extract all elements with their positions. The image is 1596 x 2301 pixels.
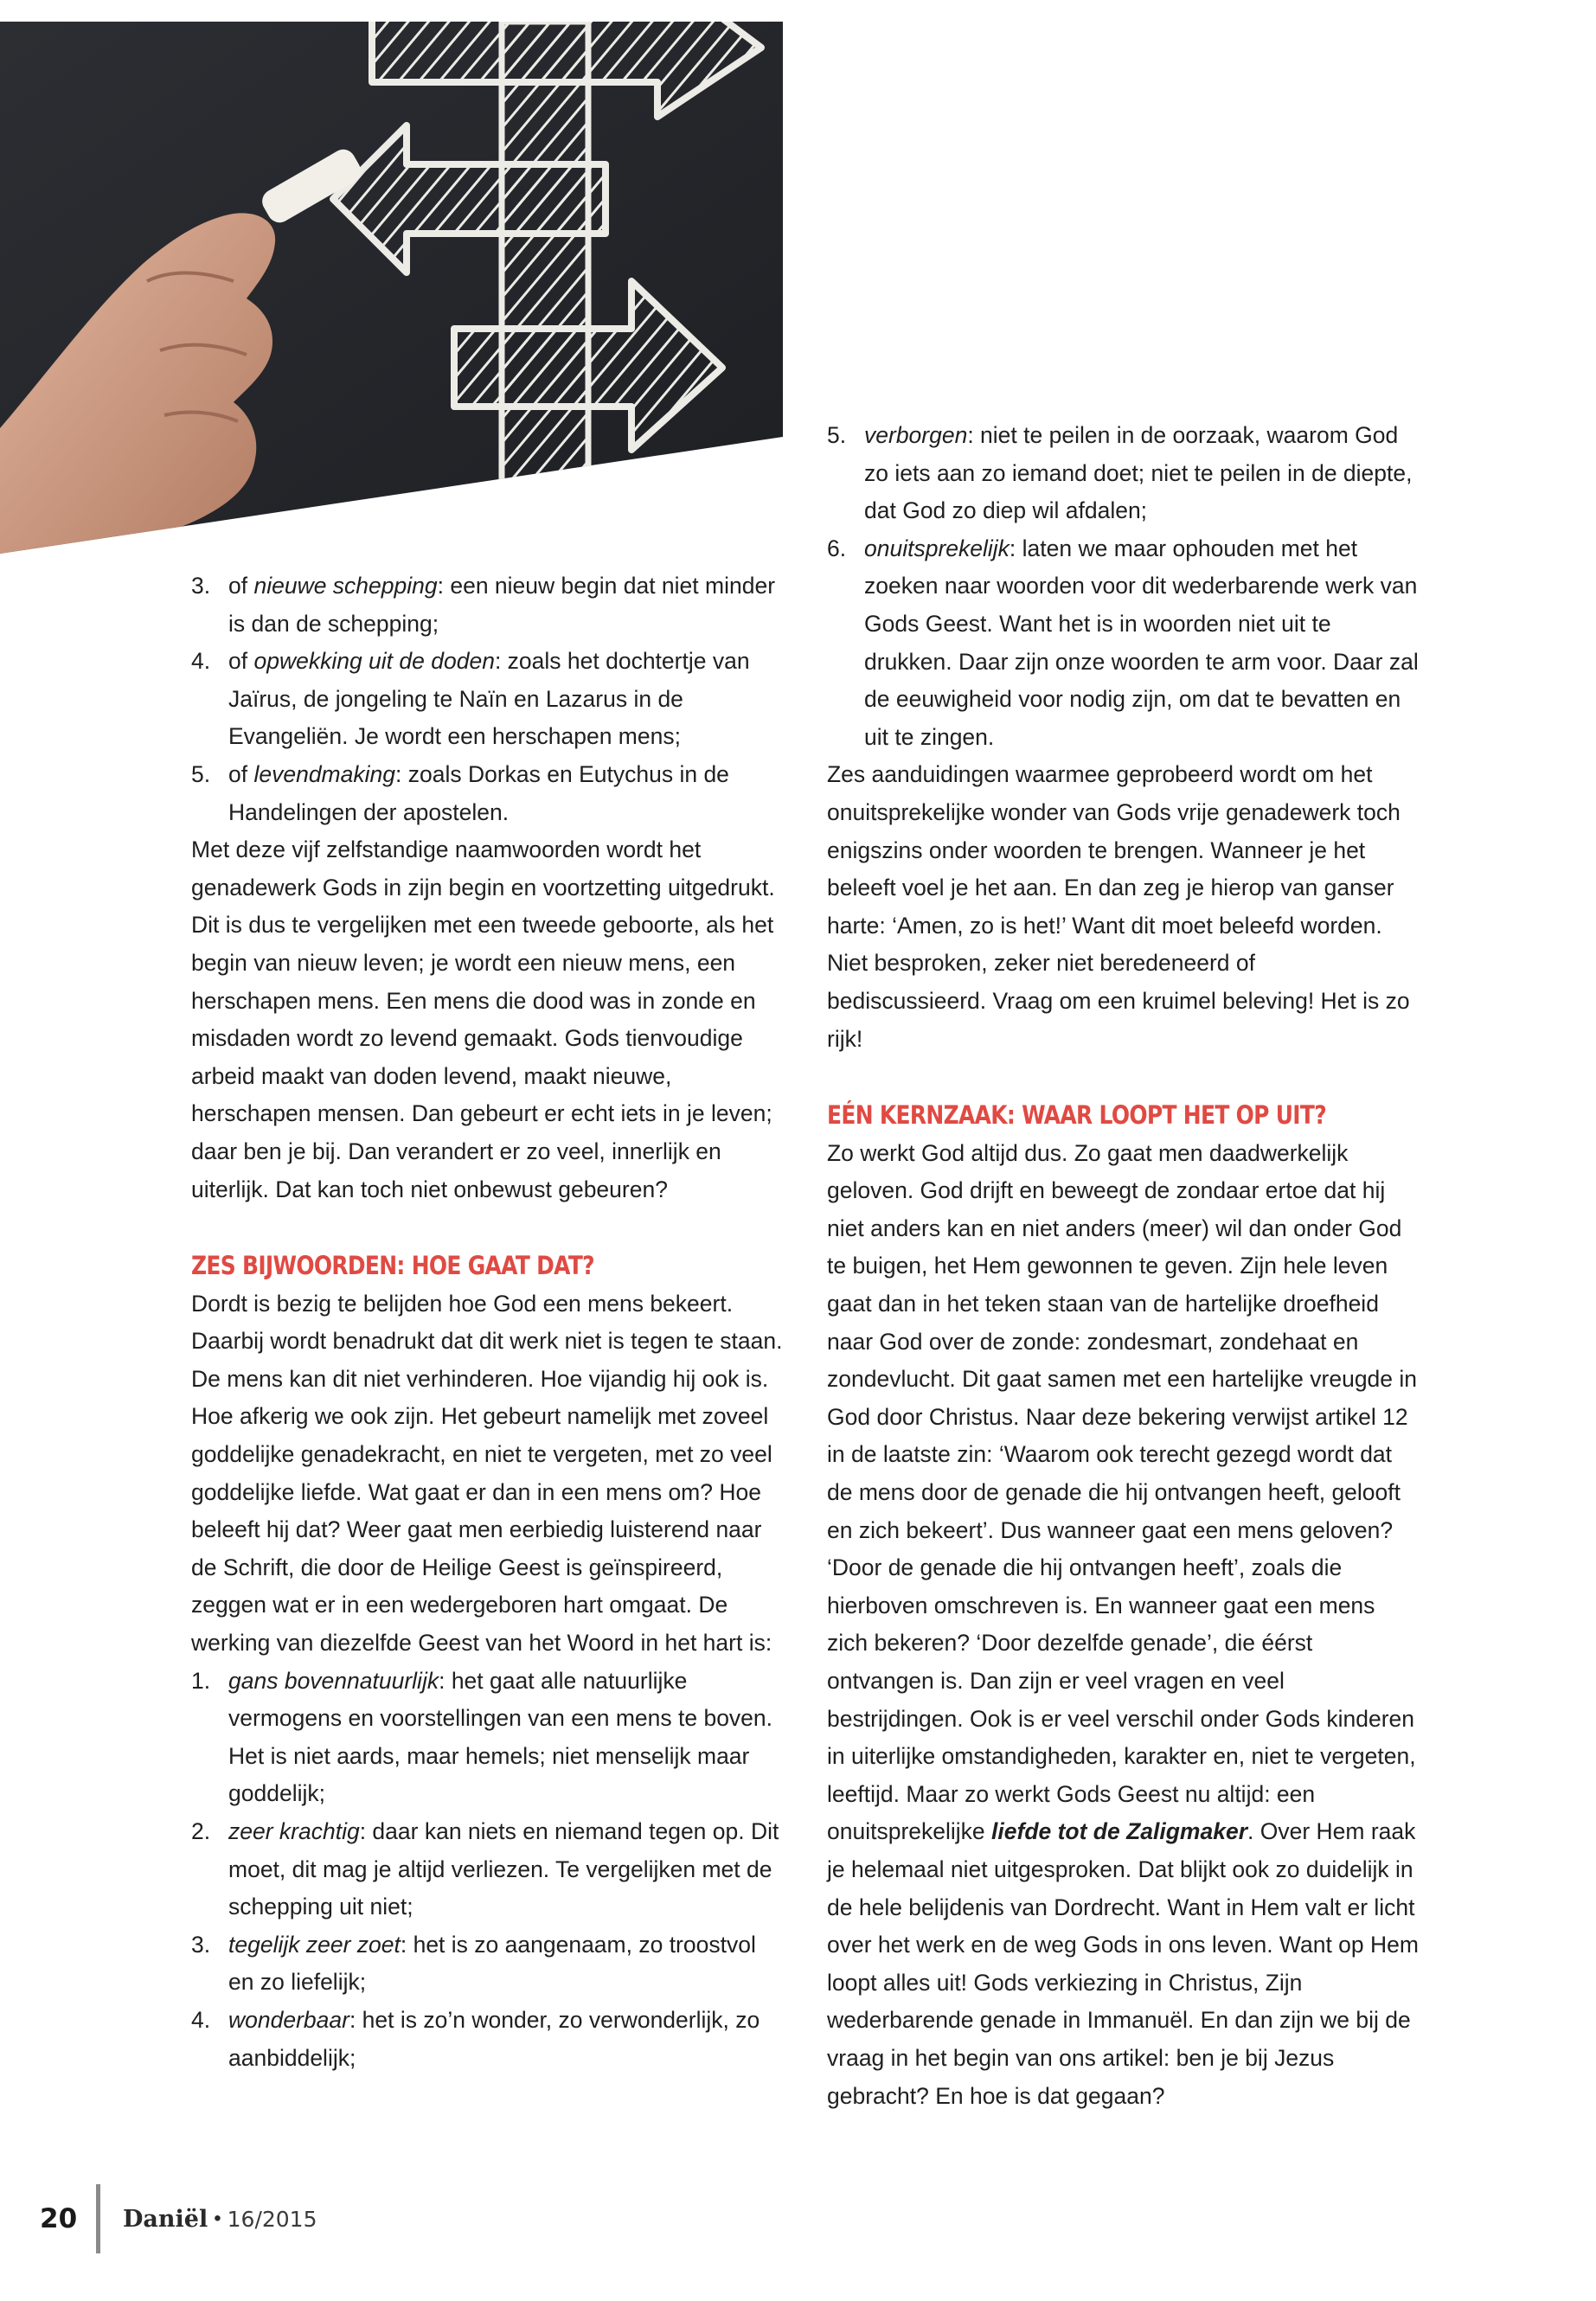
bullet-separator: • bbox=[214, 2207, 221, 2230]
body-paragraph: Met deze vijf zelfstandige naamwoorden wordt het genadewerk Gods in zijn begin en voortzetting uitgedrukt. Dit is dus te vergelijken met een tweede geboorte, als het begin van nieuw leven; je wordt een nieuw mens, een herschapen mens. Een mens die dood was in zonde en misdaden wordt zo levend gemaakt. Gods tienvoudige arbeid maakt van doden levend, maakt nieuwe, herschapen mensen. Dan gebeurt er echt iets in je leven; daar ben je bij. Dan verandert er zo veel, innerlijk en uiterlijk. Dat kan toch niet onbewust gebeuren? bbox=[191, 836, 775, 1202]
page-footer bbox=[40, 2184, 317, 2253]
signpost-pole bbox=[502, 22, 588, 541]
chalkboard-arrows-illustration bbox=[0, 22, 783, 554]
header-illustration bbox=[0, 22, 783, 554]
footer-divider bbox=[96, 2184, 100, 2253]
left-column bbox=[191, 567, 784, 2077]
section-heading-zes-bijwoorden: ZES BIJWOORDEN: HOE GAAT DAT? bbox=[191, 1251, 594, 1281]
emphasis-text: liefde tot de Zaligmaker bbox=[991, 1818, 1248, 1845]
continued-list bbox=[191, 567, 784, 831]
body-paragraph: Dordt is bezig te belijden hoe God een mens bekeert. Daarbij wordt benadrukt dat dit werk niet is tegen te staan. De mens kan dit niet verhinderen. Hoe vijandig hij ook is. Hoe afkerig we ook zijn. Het gebeurt namelijk met zoveel goddelijke genadekracht, en niet te vergeten, met zo veel goddelijke liefde. Wat gaat er dan in een mens om? Hoe beleeft hij dat? Weer gaat men eerbiedig luisterend naar de Schrift, die door de Heilige Geest is geïnspireerd, zeggen wat er in een wedergeboren hart omgaat. De werking van diezelfde Geest van het Woord in het hart is: bbox=[191, 1290, 783, 1657]
body-paragraph: Zo werkt God altijd dus. Zo gaat men daadwerkelijk geloven. God drijft en beweegt de zondaar ertoe dat hij niet anders kan en niet anders (meer) wil dan onder God te buigen, het Hem gewonnen te geven. Zijn hele leven gaat dan in het teken staan van de hartelijke droefheid naar God over de zonde: zondesmart, zondehaat en zondevlucht. Dit gaat samen met een hartelijke vreugde in God door Christus. Naar deze bekering verwijst artikel 12 in de laatste zin: ‘Waarom ook terecht gezegd wordt dat de mens door de genade die hij ontvangen heeft, gelooft en zich bekeert’. Dus wanneer gaat een mens geloven? ‘Door de genade die hij ontvangen heeft’, zoals die hierboven omschreven is. En wanneer gaat een mens zich bekeren? ‘Door dezelfde genade’, die éérst ontvangen is. Dan zijn er veel vragen en veel bestrijdingen. Ook is er veel verschil onder Gods kinderen in uiterlijke omstandigheden, karakter en, niet te vergeten, leeftijd. Maar zo werkt Gods Geest nu altijd: een onuitsprekelijke liefde tot de Zaligmaker. Over Hem raak je helemaal niet uitgesproken. Dat blijkt ook zo duidelijk in de hele belijdenis van Dordrecht. Want in Hem valt er licht over het werk en de weg Gods in ons leven. Want op Hem loopt alles uit! Gods verkiezing in Christus, Zijn wederbarende genade in Immanuël. En dan zijn we bij de vraag in het begin van ons artikel: ben je bij Jezus gebracht? En hoe is dat gegaan? bbox=[827, 1139, 1419, 2109]
list-item: 4. wonderbaar: het is zo’n wonder, zo verwonderlijk, zo aanbiddelijk; bbox=[191, 2006, 760, 2071]
section-heading-een-kernzaak: EÉN KERNZAAK: WAAR LOOPT HET OP UIT? bbox=[827, 1100, 1327, 1131]
adverb-list-continued bbox=[827, 417, 1420, 756]
list-item: 1. gans bovennatuurlijk: het gaat alle natuurlijke vermogens en voorstellingen van een mens te boven. Het is niet aards, maar hemels; niet menselijk maar goddelijk; bbox=[191, 1667, 773, 1807]
adverb-list bbox=[191, 1663, 784, 2078]
list-item: 2. zeer krachtig: daar kan niets en niemand tegen op. Dit moet, dit mag je altijd verliezen. Te vergelijken met de schepping uit niet; bbox=[191, 1818, 779, 1920]
right-column bbox=[827, 417, 1420, 2115]
page-number: 20 bbox=[40, 2203, 78, 2234]
list-item: 5. of levendmaking: zoals Dorkas en Eutychus in de Handelingen der apostelen. bbox=[191, 760, 729, 825]
list-item: 3. of nieuwe schepping: een nieuw begin dat niet minder is dan de schepping; bbox=[191, 573, 776, 637]
list-item: 5. verborgen: niet te peilen in de oorzaak, waarom God zo iets aan zo iemand doet; niet te peilen in de diepte, dat God zo diep wil afdalen; bbox=[827, 422, 1413, 524]
list-item: 4. of opwekking uit de doden: zoals het dochtertje van Jaïrus, de jongeling te Naïn en Lazarus in de Evangeliën. Je wordt een herschapen mens; bbox=[191, 648, 750, 750]
list-item: 3. tegelijk zeer zoet: het is zo aangenaam, zo troostvol en zo liefelijk; bbox=[191, 1931, 756, 1996]
issue-number: 16/2015 bbox=[227, 2206, 317, 2232]
list-item: 6. onuitsprekelijk: laten we maar ophouden met het zoeken naar woorden voor dit wederbarende werk van Gods Geest. Want het is in woorden niet uit te drukken. Daar zijn onze woorden te arm voor. Daar zal de eeuwigheid voor nodig zijn, om dat te bevatten en uit te zingen. bbox=[827, 535, 1419, 750]
body-paragraph: Zes aanduidingen waarmee geprobeerd wordt om het onuitsprekelijke wonder van Gods vrije genadewerk toch enigszins onder woorden te brengen. Wanneer je het beleeft voel je het aan. En dan zeg je hierop van ganser harte: ‘Amen, zo is het!’ Want dit moet beleefd worden. Niet besproken, zeker niet beredeneerd of bediscussieerd. Vraag om een kruimel beleving! Het is zo rijk! bbox=[827, 761, 1410, 1052]
magazine-name: Daniël bbox=[123, 2205, 208, 2233]
